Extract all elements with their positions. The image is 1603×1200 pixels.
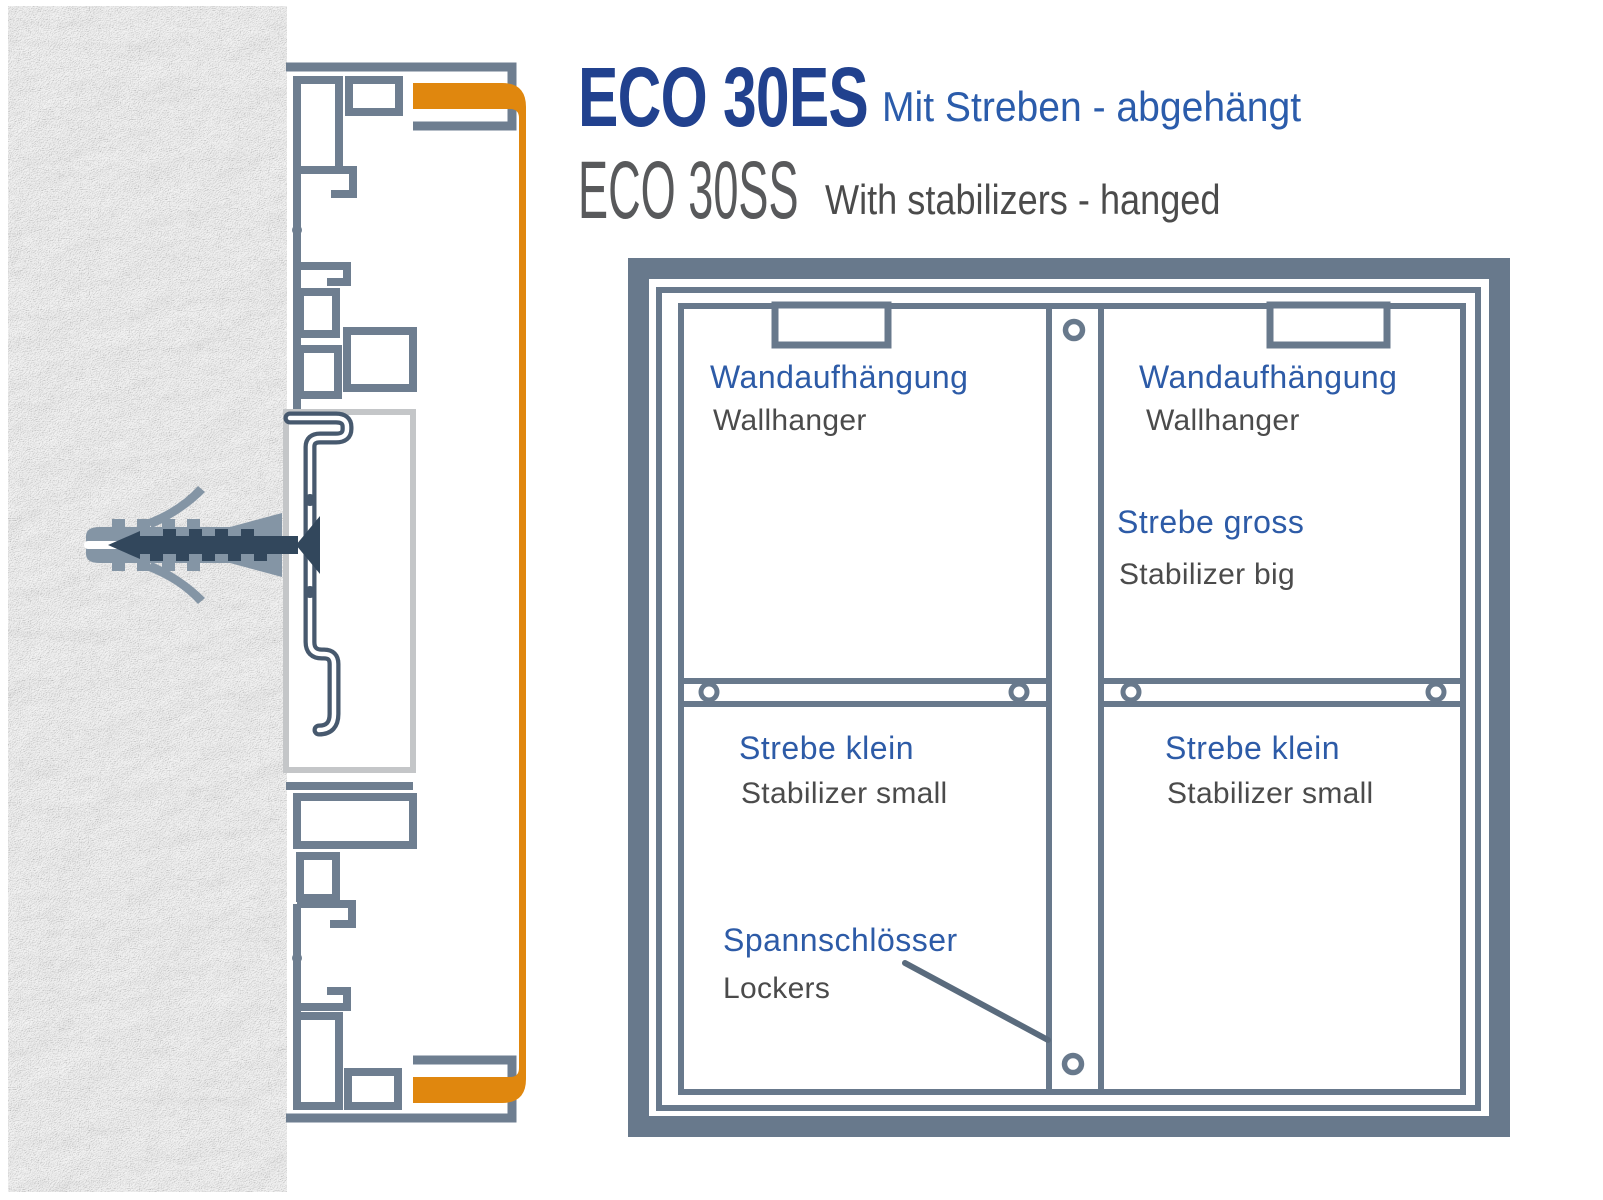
frame-front-view <box>639 269 1500 1127</box>
profile-chamber <box>297 797 413 845</box>
label-stabilizer-big-de: Strebe gross <box>1117 504 1305 540</box>
concrete-wall <box>8 6 287 1192</box>
profile-step <box>297 266 347 282</box>
screw-icon <box>1065 1056 1082 1073</box>
profile-bump <box>292 953 302 963</box>
profile-bump <box>292 225 302 235</box>
fabric-graphic-orange <box>413 83 526 1103</box>
profile-step <box>297 991 347 1007</box>
wallhanger-notch-left <box>775 305 888 345</box>
profile-chamber <box>300 856 336 898</box>
label-wallhanger-right-de: Wandaufhängung <box>1139 359 1398 395</box>
label-wallhanger-left-en: Wallhanger <box>713 404 867 437</box>
label-lockers-de: Spannschlösser <box>723 922 958 958</box>
screw-thread <box>176 552 189 561</box>
screw-icon <box>1123 684 1139 700</box>
label-stabilizer-small-left-en: Stabilizer small <box>741 777 948 810</box>
screw-thread <box>254 552 267 561</box>
screw-thread <box>228 552 241 561</box>
screw-icon <box>1428 684 1444 700</box>
profile-chamber <box>300 349 338 395</box>
screw-shaft <box>136 536 298 554</box>
hook-bump <box>304 586 316 598</box>
label-stabilizer-small-left-de: Strebe klein <box>739 730 914 766</box>
label-lockers-en: Lockers <box>723 972 831 1005</box>
screw-thread <box>189 529 202 538</box>
profile-chamber <box>297 80 339 170</box>
label-stabilizer-small-right-en: Stabilizer small <box>1167 777 1374 810</box>
product-tagline-de: Mit Streben - abgehängt <box>882 83 1302 130</box>
product-tagline-en: With stabilizers - hanged <box>825 176 1221 223</box>
label-stabilizer-small-right-de: Strebe klein <box>1165 730 1340 766</box>
label-wallhanger-right-en: Wallhanger <box>1146 404 1300 437</box>
hook-bump <box>304 494 316 506</box>
product-name-en: ECO 30SS <box>578 145 799 236</box>
profile-chamber <box>349 80 399 112</box>
profile-step <box>297 904 352 924</box>
profile-step <box>297 170 353 194</box>
wall-texture-fine <box>8 6 287 1192</box>
screw-icon <box>701 684 717 700</box>
label-stabilizer-big-en: Stabilizer big <box>1119 558 1295 591</box>
label-wallhanger-left-de: Wandaufhängung <box>710 359 969 395</box>
screw-icon <box>1011 684 1027 700</box>
profile-chamber <box>347 331 413 388</box>
screw-thread <box>202 552 215 561</box>
wallhanger-notch-right <box>1270 305 1387 345</box>
profile-chamber <box>300 292 336 334</box>
profile-chamber <box>297 1016 339 1106</box>
screw-thread <box>163 529 176 538</box>
screw-thread <box>215 529 228 538</box>
profile-chamber <box>348 1072 398 1106</box>
screw-thread <box>150 552 163 561</box>
screw-thread <box>241 529 254 538</box>
screw-icon <box>1066 322 1083 339</box>
product-name-de: ECO 30ES <box>578 50 869 144</box>
